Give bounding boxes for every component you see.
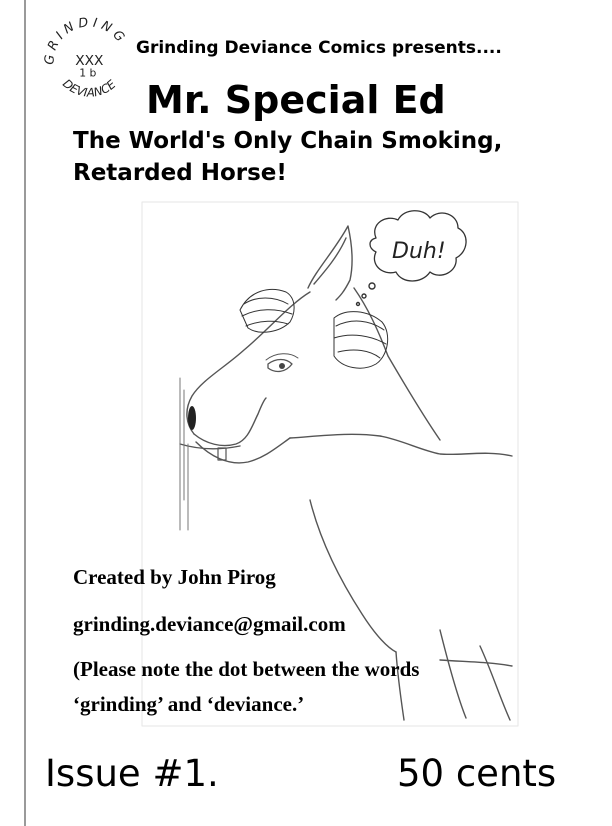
issue-number: Issue #1. bbox=[45, 752, 219, 795]
svg-text:DEVIANCE: DEVIANCE bbox=[60, 76, 119, 100]
svg-text:1 b: 1 b bbox=[79, 66, 97, 80]
subtitle-line-1: The World's Only Chain Smoking, bbox=[73, 128, 503, 154]
email-note-line-1: (Please note the dot between the words bbox=[73, 657, 420, 681]
cover-price: 50 cents bbox=[397, 752, 557, 795]
email-note-line-2: ‘grinding’ and ‘deviance.’ bbox=[73, 692, 305, 716]
creator-credit: Created by John Pirog bbox=[73, 565, 276, 589]
thought-bubble-text: Duh! bbox=[392, 239, 446, 264]
contact-email: grinding.deviance@gmail.com bbox=[73, 612, 346, 636]
comic-title: Mr. Special Ed bbox=[146, 78, 446, 122]
svg-text:G R I N D I N G: G R I N D I N G bbox=[42, 15, 128, 66]
subtitle-line-2: Retarded Horse! bbox=[73, 160, 287, 186]
presents-line: Grinding Deviance Comics presents.... bbox=[136, 38, 502, 58]
page-edge-rule bbox=[24, 0, 26, 826]
horse-illustration bbox=[140, 200, 520, 730]
grinding-deviance-logo bbox=[40, 8, 138, 106]
svg-text:XXX: XXX bbox=[75, 52, 104, 69]
